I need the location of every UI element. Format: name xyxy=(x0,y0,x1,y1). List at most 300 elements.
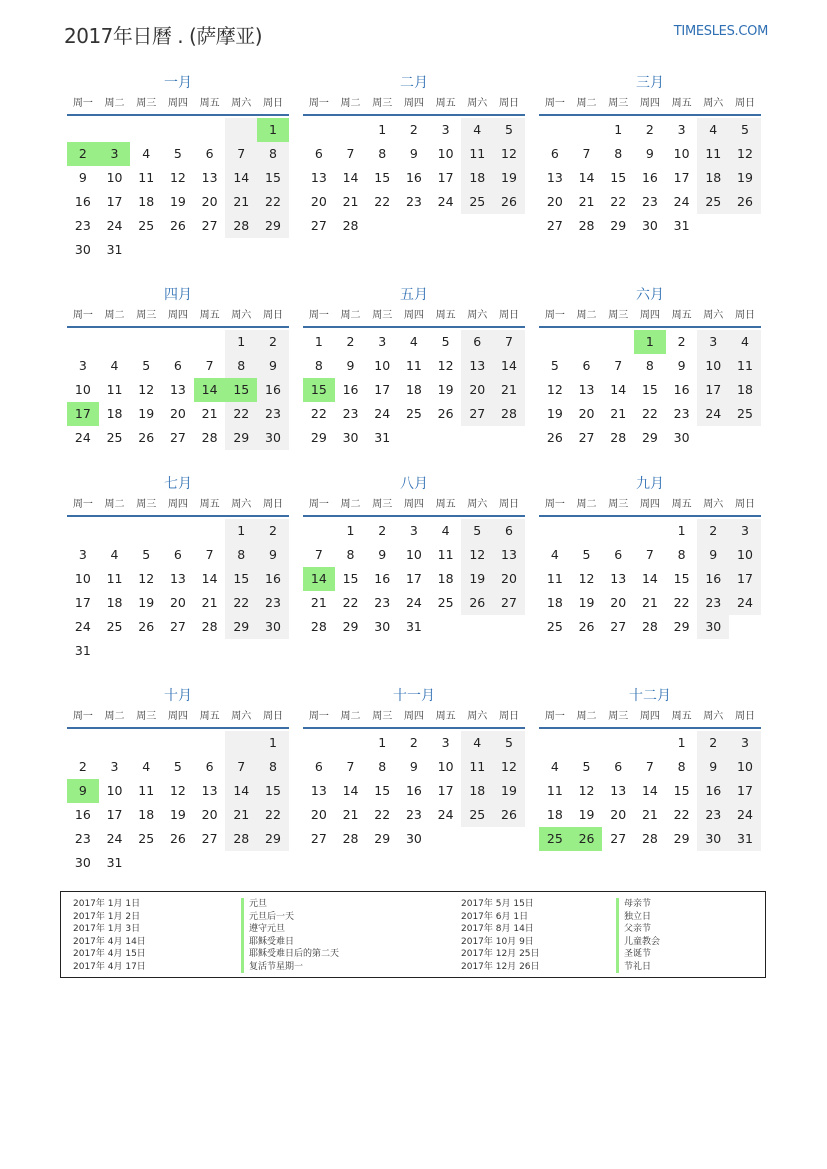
day-cell: 2 xyxy=(409,735,418,750)
day-cell: 24 xyxy=(437,807,454,822)
day-cell: 10 xyxy=(74,571,91,586)
day-cell: 15 xyxy=(641,382,658,397)
day-cell: 26 xyxy=(437,406,454,421)
day-cell: 6 xyxy=(582,358,591,373)
legend-holiday-name: 圣诞节 xyxy=(616,948,660,961)
day-cell: 20 xyxy=(169,406,186,421)
day-cell: 26 xyxy=(138,430,155,445)
day-cell: 16 xyxy=(257,378,289,402)
day-cell: 14 xyxy=(194,378,226,402)
weekday-label: 周一 xyxy=(308,499,329,510)
weekday-label: 周五 xyxy=(199,310,220,321)
day-cell: 11 xyxy=(697,142,729,166)
day-cell: 5 xyxy=(142,547,151,562)
day-cell: 28 xyxy=(578,218,595,233)
day-cell: 15 xyxy=(225,378,257,402)
month-name: 十月 xyxy=(164,688,192,704)
day-cell: 3 xyxy=(78,547,87,562)
day-cell: 16 xyxy=(342,382,359,397)
day-cell: 17 xyxy=(405,571,422,586)
day-cell: 29 xyxy=(257,827,289,851)
day-cell: 30 xyxy=(74,242,91,257)
weekday-header xyxy=(67,306,289,328)
day-cell: 11 xyxy=(729,354,761,378)
day-cell: 13 xyxy=(310,170,327,185)
empty-day-cell xyxy=(257,639,289,663)
weekday-label: 周二 xyxy=(576,499,597,510)
day-cell: 4 xyxy=(461,731,493,755)
day-cell: 5 xyxy=(142,358,151,373)
day-cell: 5 xyxy=(493,731,525,755)
day-cell: 26 xyxy=(571,827,603,851)
day-cell: 25 xyxy=(138,831,155,846)
day-cell: 21 xyxy=(342,194,359,209)
empty-day-cell xyxy=(225,851,257,875)
day-cell: 23 xyxy=(673,406,690,421)
day-cell: 2 xyxy=(378,523,387,538)
day-cell: 7 xyxy=(645,759,654,774)
weekday-label: 周二 xyxy=(340,499,361,510)
day-cell: 12 xyxy=(169,170,186,185)
day-cell: 27 xyxy=(461,402,493,426)
weekday-header xyxy=(303,495,525,517)
day-cell: 20 xyxy=(310,807,327,822)
day-cell: 21 xyxy=(310,595,327,610)
empty-day-cell xyxy=(194,519,226,543)
day-cell: 1 xyxy=(634,330,666,354)
day-cell: 25 xyxy=(106,619,123,634)
weekday-label: 周三 xyxy=(136,98,157,109)
day-cell: 26 xyxy=(461,591,493,615)
day-cell: 30 xyxy=(697,615,729,639)
day-cell: 22 xyxy=(374,807,391,822)
day-cell: 13 xyxy=(461,354,493,378)
day-cell: 7 xyxy=(614,358,623,373)
month-calendar xyxy=(303,72,525,238)
month-name: 二月 xyxy=(400,75,428,91)
empty-day-cell xyxy=(634,519,666,543)
day-cell: 20 xyxy=(310,194,327,209)
day-cell: 24 xyxy=(729,803,761,827)
day-cell: 26 xyxy=(169,831,186,846)
day-cell: 8 xyxy=(677,547,686,562)
day-cell: 18 xyxy=(546,595,563,610)
days-grid xyxy=(539,731,761,851)
weekday-label: 周一 xyxy=(544,499,565,510)
day-cell: 16 xyxy=(74,194,91,209)
day-cell: 25 xyxy=(106,430,123,445)
weekday-label: 周二 xyxy=(340,98,361,109)
month-name: 一月 xyxy=(164,75,192,91)
day-cell: 13 xyxy=(310,783,327,798)
day-cell: 13 xyxy=(201,783,218,798)
days-grid xyxy=(539,330,761,450)
weekday-label: 周一 xyxy=(72,711,93,722)
day-cell: 3 xyxy=(729,731,761,755)
day-cell: 28 xyxy=(201,619,218,634)
day-cell: 7 xyxy=(346,759,355,774)
empty-day-cell xyxy=(162,238,194,262)
weekday-label: 周日 xyxy=(262,711,283,722)
legend-holiday-name: 元旦后一天 xyxy=(241,911,339,924)
day-cell: 14 xyxy=(578,170,595,185)
weekday-label: 周二 xyxy=(576,98,597,109)
day-cell: 6 xyxy=(493,519,525,543)
empty-day-cell xyxy=(99,519,131,543)
weekday-header xyxy=(539,495,761,517)
day-cell: 4 xyxy=(142,146,151,161)
day-cell: 10 xyxy=(673,146,690,161)
weekday-label: 周六 xyxy=(467,499,488,510)
legend-holiday-name: 母亲节 xyxy=(616,898,660,911)
weekday-label: 周三 xyxy=(608,310,629,321)
weekday-label: 周日 xyxy=(498,98,519,109)
weekday-label: 周五 xyxy=(671,310,692,321)
empty-day-cell xyxy=(430,426,462,450)
month-calendar xyxy=(67,685,289,875)
empty-day-cell xyxy=(335,731,367,755)
day-cell: 14 xyxy=(342,170,359,185)
weekday-label: 周一 xyxy=(308,98,329,109)
day-cell: 10 xyxy=(106,170,123,185)
weekday-label: 周五 xyxy=(435,98,456,109)
empty-day-cell xyxy=(461,214,493,238)
day-cell: 18 xyxy=(138,807,155,822)
day-cell: 12 xyxy=(729,142,761,166)
day-cell: 2 xyxy=(677,334,686,349)
month-name: 七月 xyxy=(164,476,192,492)
days-grid xyxy=(303,118,525,238)
empty-day-cell xyxy=(398,426,430,450)
weekday-label: 周三 xyxy=(608,98,629,109)
day-cell: 15 xyxy=(257,779,289,803)
day-cell: 3 xyxy=(677,122,686,137)
empty-day-cell xyxy=(130,330,162,354)
day-cell: 21 xyxy=(610,406,627,421)
empty-day-cell xyxy=(571,118,603,142)
empty-day-cell xyxy=(729,615,761,639)
empty-day-cell xyxy=(194,851,226,875)
day-cell: 22 xyxy=(641,406,658,421)
empty-day-cell xyxy=(67,330,99,354)
legend-dates-left xyxy=(73,898,146,973)
day-cell: 6 xyxy=(614,547,623,562)
day-cell: 12 xyxy=(138,382,155,397)
day-cell: 28 xyxy=(342,218,359,233)
weekday-label: 周三 xyxy=(608,711,629,722)
day-cell: 18 xyxy=(106,406,123,421)
weekday-label: 周四 xyxy=(639,499,660,510)
empty-day-cell xyxy=(162,851,194,875)
day-cell: 23 xyxy=(257,591,289,615)
month-name: 十一月 xyxy=(393,688,435,704)
day-cell: 22 xyxy=(225,402,257,426)
day-cell: 9 xyxy=(409,759,418,774)
month-calendar xyxy=(539,685,761,851)
day-cell: 6 xyxy=(173,358,182,373)
empty-day-cell xyxy=(493,615,525,639)
weekday-label: 周五 xyxy=(671,98,692,109)
empty-day-cell xyxy=(539,118,571,142)
day-cell: 25 xyxy=(729,402,761,426)
day-cell: 20 xyxy=(610,807,627,822)
day-cell: 12 xyxy=(437,358,454,373)
day-cell: 14 xyxy=(493,354,525,378)
day-cell: 19 xyxy=(546,406,563,421)
days-grid xyxy=(67,731,289,875)
day-cell: 14 xyxy=(225,779,257,803)
month-calendar xyxy=(539,72,761,238)
empty-day-cell xyxy=(729,214,761,238)
day-cell: 11 xyxy=(138,783,155,798)
day-cell: 28 xyxy=(342,831,359,846)
day-cell: 18 xyxy=(437,571,454,586)
weekday-label: 周一 xyxy=(308,310,329,321)
empty-day-cell xyxy=(194,639,226,663)
month-name: 四月 xyxy=(164,287,192,303)
weekday-label: 周三 xyxy=(372,310,393,321)
day-cell: 21 xyxy=(342,807,359,822)
day-cell: 1 xyxy=(614,122,623,137)
weekday-label: 周二 xyxy=(576,310,597,321)
month-calendar xyxy=(67,473,289,663)
weekday-label: 周四 xyxy=(639,711,660,722)
day-cell: 22 xyxy=(673,807,690,822)
month-calendar xyxy=(539,284,761,450)
day-cell: 24 xyxy=(74,430,91,445)
day-cell: 7 xyxy=(493,330,525,354)
legend-date: 2017年 12月 26日 xyxy=(461,961,540,972)
day-cell: 20 xyxy=(461,378,493,402)
day-cell: 9 xyxy=(677,358,686,373)
weekday-label: 周一 xyxy=(544,98,565,109)
day-cell: 23 xyxy=(374,595,391,610)
day-cell: 2 xyxy=(346,334,355,349)
day-cell: 8 xyxy=(314,358,323,373)
day-cell: 15 xyxy=(342,571,359,586)
day-cell: 15 xyxy=(225,567,257,591)
legend-names-left xyxy=(241,898,339,973)
empty-day-cell xyxy=(571,519,603,543)
day-cell: 15 xyxy=(257,166,289,190)
empty-day-cell xyxy=(130,519,162,543)
day-cell: 8 xyxy=(346,547,355,562)
empty-day-cell xyxy=(67,731,99,755)
day-cell: 5 xyxy=(461,519,493,543)
day-cell: 13 xyxy=(493,543,525,567)
day-cell: 15 xyxy=(374,170,391,185)
day-cell: 22 xyxy=(673,595,690,610)
weekday-label: 周二 xyxy=(104,499,125,510)
legend-date: 2017年 5月 15日 xyxy=(461,899,534,909)
day-cell: 9 xyxy=(257,543,289,567)
month-name: 九月 xyxy=(636,476,664,492)
day-cell: 4 xyxy=(142,759,151,774)
day-cell: 2 xyxy=(78,759,87,774)
day-cell: 11 xyxy=(461,142,493,166)
weekday-label: 周日 xyxy=(734,711,755,722)
weekday-header xyxy=(539,707,761,729)
day-cell: 29 xyxy=(225,426,257,450)
day-cell: 24 xyxy=(106,831,123,846)
day-cell: 24 xyxy=(729,591,761,615)
day-cell: 15 xyxy=(303,378,335,402)
day-cell: 11 xyxy=(546,571,563,586)
weekday-label: 周六 xyxy=(703,98,724,109)
day-cell: 19 xyxy=(578,595,595,610)
empty-day-cell xyxy=(602,519,634,543)
month-name: 十二月 xyxy=(629,688,671,704)
day-cell: 29 xyxy=(673,831,690,846)
day-cell: 16 xyxy=(641,170,658,185)
day-cell: 4 xyxy=(409,334,418,349)
day-cell: 5 xyxy=(173,146,182,161)
day-cell: 6 xyxy=(205,759,214,774)
weekday-label: 周六 xyxy=(467,711,488,722)
day-cell: 4 xyxy=(461,118,493,142)
day-cell: 19 xyxy=(461,567,493,591)
day-cell: 2 xyxy=(645,122,654,137)
month-calendar xyxy=(67,72,289,262)
day-cell: 12 xyxy=(578,783,595,798)
day-cell: 12 xyxy=(546,382,563,397)
day-cell: 8 xyxy=(225,354,257,378)
day-cell: 26 xyxy=(169,218,186,233)
day-cell: 23 xyxy=(405,194,422,209)
day-cell: 20 xyxy=(493,567,525,591)
day-cell: 12 xyxy=(578,571,595,586)
day-cell: 8 xyxy=(257,755,289,779)
weekday-label: 周四 xyxy=(167,711,188,722)
day-cell: 22 xyxy=(610,194,627,209)
empty-day-cell xyxy=(130,238,162,262)
month-calendar xyxy=(67,284,289,450)
day-cell: 16 xyxy=(673,382,690,397)
day-cell: 6 xyxy=(314,759,323,774)
day-cell: 20 xyxy=(201,807,218,822)
weekday-label: 周日 xyxy=(262,310,283,321)
day-cell: 18 xyxy=(461,779,493,803)
day-cell: 14 xyxy=(610,382,627,397)
empty-day-cell xyxy=(162,330,194,354)
weekday-label: 周日 xyxy=(734,310,755,321)
day-cell: 17 xyxy=(673,170,690,185)
day-cell: 16 xyxy=(405,170,422,185)
weekday-label: 周四 xyxy=(639,310,660,321)
weekday-label: 周六 xyxy=(231,310,252,321)
day-cell: 30 xyxy=(673,430,690,445)
day-cell: 10 xyxy=(437,759,454,774)
empty-day-cell xyxy=(571,330,603,354)
legend-holiday-name: 元旦 xyxy=(241,898,339,911)
empty-day-cell xyxy=(67,519,99,543)
day-cell: 31 xyxy=(374,430,391,445)
empty-day-cell xyxy=(335,118,367,142)
weekday-label: 周日 xyxy=(498,499,519,510)
weekday-label: 周三 xyxy=(136,310,157,321)
empty-day-cell xyxy=(225,118,257,142)
day-cell: 31 xyxy=(74,643,91,658)
days-grid xyxy=(67,330,289,450)
empty-day-cell xyxy=(194,330,226,354)
day-cell: 4 xyxy=(110,358,119,373)
legend-holiday-name: 节礼日 xyxy=(616,961,660,974)
weekday-label: 周四 xyxy=(403,711,424,722)
site-name[interactable]: TIMESLES.COM xyxy=(673,24,768,39)
empty-day-cell xyxy=(162,118,194,142)
weekday-label: 周二 xyxy=(576,711,597,722)
weekday-label: 周日 xyxy=(262,98,283,109)
day-cell: 11 xyxy=(546,783,563,798)
empty-day-cell xyxy=(162,731,194,755)
day-cell: 9 xyxy=(645,146,654,161)
empty-day-cell xyxy=(461,426,493,450)
day-cell: 7 xyxy=(645,547,654,562)
weekday-label: 周一 xyxy=(72,310,93,321)
day-cell: 27 xyxy=(493,591,525,615)
day-cell: 21 xyxy=(641,807,658,822)
weekday-label: 周四 xyxy=(403,310,424,321)
empty-day-cell xyxy=(194,118,226,142)
empty-day-cell xyxy=(225,639,257,663)
day-cell: 18 xyxy=(461,166,493,190)
day-cell: 8 xyxy=(677,759,686,774)
legend-holiday-name: 遵守元旦 xyxy=(241,923,339,936)
legend-date: 2017年 4月 14日 xyxy=(73,936,146,947)
day-cell: 14 xyxy=(303,567,335,591)
day-cell: 28 xyxy=(610,430,627,445)
legend-date: 2017年 12月 25日 xyxy=(461,949,540,959)
day-cell: 23 xyxy=(641,194,658,209)
day-cell: 3 xyxy=(99,142,131,166)
day-cell: 31 xyxy=(106,855,123,870)
empty-day-cell xyxy=(398,214,430,238)
day-cell: 3 xyxy=(441,122,450,137)
day-cell: 19 xyxy=(138,406,155,421)
day-cell: 10 xyxy=(106,783,123,798)
day-cell: 28 xyxy=(641,831,658,846)
weekday-label: 周六 xyxy=(231,98,252,109)
day-cell: 17 xyxy=(67,402,99,426)
day-cell: 17 xyxy=(729,779,761,803)
day-cell: 31 xyxy=(405,619,422,634)
day-cell: 27 xyxy=(546,218,563,233)
day-cell: 15 xyxy=(374,783,391,798)
day-cell: 29 xyxy=(641,430,658,445)
empty-day-cell xyxy=(493,214,525,238)
day-cell: 5 xyxy=(441,334,450,349)
day-cell: 28 xyxy=(225,827,257,851)
empty-day-cell xyxy=(130,851,162,875)
day-cell: 11 xyxy=(138,170,155,185)
day-cell: 2 xyxy=(697,731,729,755)
day-cell: 19 xyxy=(169,807,186,822)
day-cell: 10 xyxy=(729,755,761,779)
day-cell: 11 xyxy=(461,755,493,779)
days-grid xyxy=(539,118,761,238)
day-cell: 3 xyxy=(409,523,418,538)
weekday-label: 周三 xyxy=(372,98,393,109)
day-cell: 24 xyxy=(106,218,123,233)
weekday-label: 周五 xyxy=(435,711,456,722)
empty-day-cell xyxy=(366,214,398,238)
day-cell: 22 xyxy=(310,406,327,421)
empty-day-cell xyxy=(194,731,226,755)
day-cell: 18 xyxy=(546,807,563,822)
day-cell: 8 xyxy=(257,142,289,166)
day-cell: 28 xyxy=(310,619,327,634)
day-cell: 19 xyxy=(437,382,454,397)
